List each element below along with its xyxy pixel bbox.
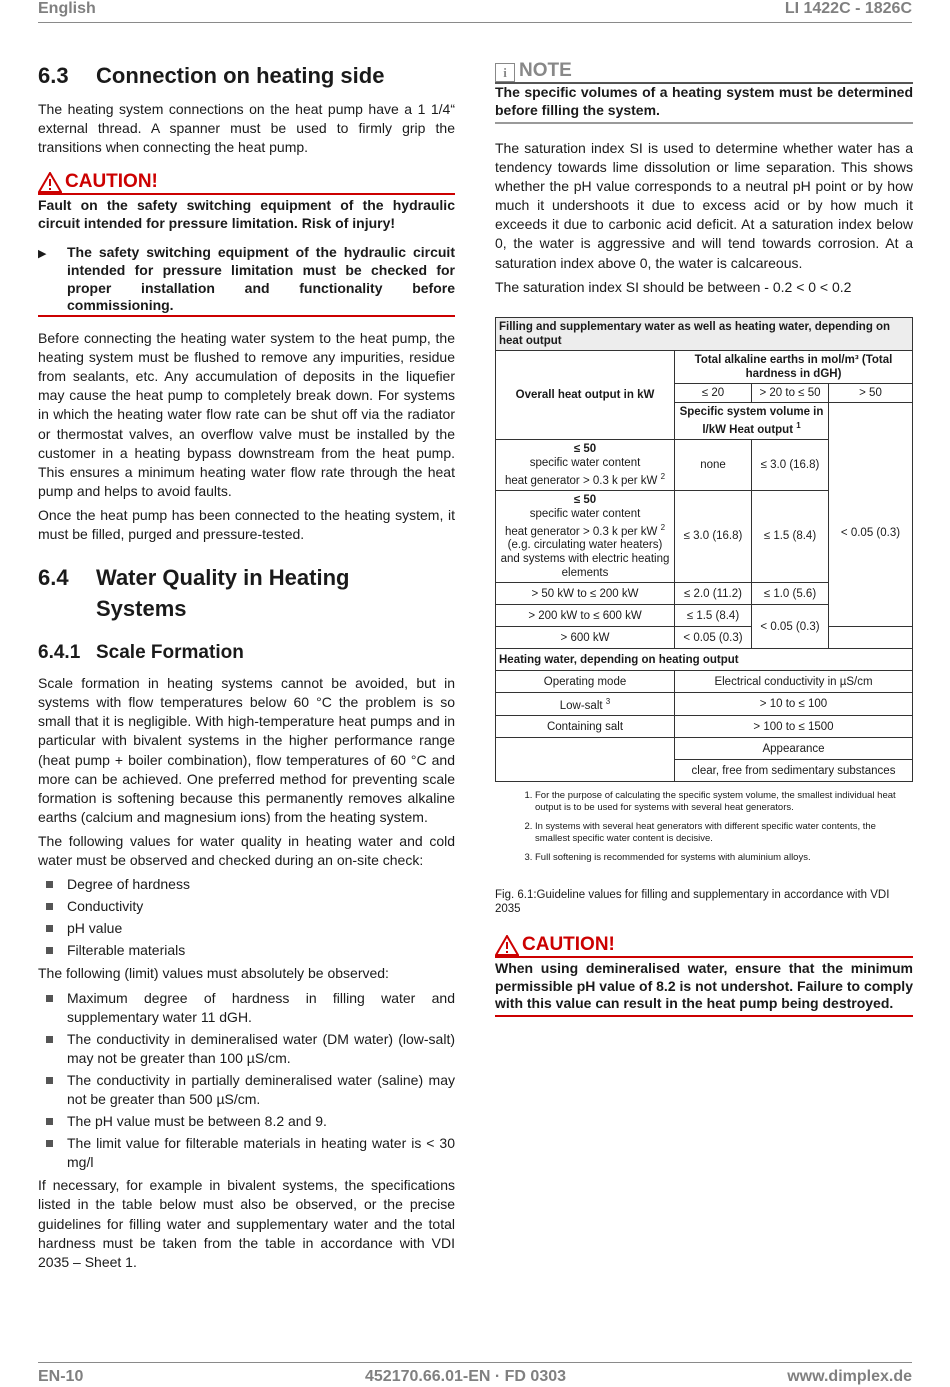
table-cell: < 0.05 (0.3) [675,627,752,649]
caution-block-2 [495,934,913,1017]
s64-paragraph-4: If necessary, for example in bivalent systems, the specifications listed in the table below must also be observed, or the precise guidelines for filling water and supplementary water and the total hardness must be taken from the table in accordance with VDI 2035 – Sheet 1. [38,1177,455,1270]
operating-mode-header: Operating mode [496,671,675,693]
list-item: The limit value for filterable materials in heating water is < 30 mg/l [38,1134,455,1172]
caution-instruction-text: The safety switching equipment of the hydraulic circuit intended for pressure limitation must be checked for proper installation and functionality before commissioning. [67,244,455,314]
list-item: The conductivity in demineralised water (DM water) (low-salt) may not be greater than 100 µS/cm. [38,1030,455,1068]
saturation-paragraph: The saturation index SI is used to determine whether water has a tendency towards lime dissolution or lime separation. This shows whether the pH value corresponds to a neutral pH point or by how much it undershoots it due to excess acid or by how much it exceeds it due to carbonic acid deficit. At a saturation index below 0, the water is aggressive and will tend towards corrosion. At a saturation index above 0, the water is calcareous. [495,140,913,271]
table-footnotes [495,790,913,864]
table-cell: ≤ 2.0 (11.2) [675,583,752,605]
list-item: The pH value must be between 8.2 and 9. [38,1112,455,1131]
s64-paragraph-2: The following values for water quality in heating water and cold water must be observed and checked during an on-site check: [38,832,455,868]
right-column [495,60,913,1017]
caution-heading [38,171,455,195]
quality-list [38,875,455,960]
header-language: English [38,0,96,17]
table-cell: clear, free from sedimentary substances [675,760,913,782]
s64-paragraph-1: Scale formation in heating systems cannot be avoided, but in systems with flow temperatures below 60 °C the problem is so small that it is negligible. With high-temperature heat pumps and in particular with bivalent systems in the higher performance range (heat pump + boiler combination), flow temperatures of 60 °C and more can be achieved. One preferred method for preventing scale formation is softening because this permanently removes alkaline earths (calcium and magnesium ions) from the heating system. [38,675,455,825]
footer-document-id: 452170.66.01-EN · FD 0303 [365,1368,567,1385]
footnote: 3. Full softening is recommended for systems with aluminium alloys. [535,852,913,864]
table-cell: < 0.05 (0.3) [829,439,913,627]
list-item: Filterable materials [38,941,455,960]
table-row-label: Containing salt [496,716,675,738]
s63-paragraph-2: Before connecting the heating water system to the heat pump, the heating system must be flushed to remove any impurities, residue from sealants, etc. Any accumulation of deposits in the liquefier may cause the heat pump to completely break down. For systems in which the heating water flow rate can be shut off via the radiator or thermostat valves, an overflow valve must be installed by the customer in a heating bypass downstream from the heat pump. This ensures a minimum heating water flow rate through the heat pump and helps to avoid faults. [38,330,455,499]
limit-list [38,989,455,1173]
warning-triangle-icon [38,172,62,193]
footer-website: www.dimplex.de [787,1368,912,1385]
s63-paragraph-3: Once the heat pump has been connected to the heating system, it must be filled, purged and pressure-tested. [38,506,455,543]
caution-block-1 [38,171,455,317]
conductivity-header: Electrical conductivity in µS/cm [675,671,913,693]
appearance-header: Appearance [675,738,913,760]
caution-text: Fault on the safety switching equipment of the hydraulic circuit intended for pressure limitation. Risk of injury! [38,197,455,231]
warning-triangle-icon [495,935,519,956]
caution-text: When using demineralised water, ensure that the minimum permissible pH value of 8.2 is not undershot. Failure to comply with this value can result in the heat pump being destroyed. [495,960,913,1017]
table-cell: ≤ 1.5 (8.4) [675,605,752,627]
table-cell: ≤ 3.0 (16.8) [675,490,752,583]
alkaline-header: Total alkaline earths in mol/m³ (Total hardness in dGH) [675,350,913,383]
table-row-label: ≤ 50 specific water content heat generator > 0.3 k per kW $^2$ [496,439,675,490]
vdi-guideline-table [495,317,913,782]
table-title: Filling and supplementary water as well as heating water, depending on heat output [496,317,913,350]
specific-volume-header: Specific system volume in l/kW Heat output $^1$ [675,402,829,439]
list-item: Degree of hardness [38,875,455,894]
caution-heading [495,934,913,958]
list-item: pH value [38,919,455,938]
table-row-label: > 200 kW to ≤ 600 kW [496,605,675,627]
list-item: The conductivity in partially demineralised water (saline) may not be greater than 500 µS/cm. [38,1071,455,1109]
left-column [38,60,455,1277]
caution-label: CAUTION! [522,934,615,956]
table-cell: > 10 to ≤ 100 [675,693,913,716]
page-footer [38,1362,912,1387]
table-cell: > 100 to ≤ 1500 [675,716,913,738]
header-model: LI 1422C - 1826C [784,0,912,17]
table-row-label: Low-salt $^3$ [496,693,675,716]
section-6-4-heading: 6.4 Water Quality in Heating Systems [38,565,350,622]
saturation-range: The saturation index SI should be between - 0.2 < 0 < 0.2 [495,278,852,295]
footer-page-number: EN-10 [38,1368,84,1385]
table-cell: none [675,439,752,490]
table-cell: < 0.05 (0.3) [752,605,829,649]
list-item: Maximum degree of hardness in filling water and supplementary water 11 dGH. [38,989,455,1027]
heating-water-title: Heating water, depending on heating output [496,649,913,671]
caution-instruction [38,244,455,317]
section-6-4-1-heading: 6.4.1 Scale Formation [38,642,244,664]
table-row-label: ≤ 50 specific water content heat generator > 0.3 k per kW $^2$ (e.g. circulating water heaters) and systems with electric heating elements [496,490,675,583]
col-header: ≤ 20 [675,383,752,402]
caution-label: CAUTION! [65,171,158,193]
overall-output-header: Overall heat output in kW [496,350,675,439]
table-cell: ≤ 1.5 (8.4) [752,490,829,583]
arrow-bullet-icon: ▶ [38,248,47,261]
note-heading [495,60,913,84]
table-row-label: > 600 kW [496,627,675,649]
note-label: NOTE [519,60,572,81]
note-text: The specific volumes of a heating system must be determined before filling the system. [495,84,913,124]
table-cell: ≤ 1.0 (5.6) [752,583,829,605]
page-header [38,0,912,23]
figure-caption: Fig. 6.1:Guideline values for filling and supplementary in accordance with VDI 2035 [495,889,890,916]
info-icon: i [495,63,515,82]
table-cell: ≤ 3.0 (16.8) [752,439,829,490]
table-row-label: > 50 kW to ≤ 200 kW [496,583,675,605]
s63-paragraph-1: The heating system connections on the heat pump have a 1 1/4“ external thread. A spanner must be used to firmly grip the transitions when connecting the heat pump. [38,101,455,156]
footnote: 1. For the purpose of calculating the specific system volume, the smallest individual heat output is to be used for systems with several heat generators. [535,790,913,814]
col-header: > 20 to ≤ 50 [752,383,829,402]
col-header: > 50 [829,383,913,402]
list-item: Conductivity [38,897,455,916]
s64-paragraph-3: The following (limit) values must absolutely be observed: [38,965,389,982]
section-6-3-heading: 6.3 Connection on heating side [38,63,385,88]
footnote: 2. In systems with several heat generators with different specific water contents, the smallest specific water content is decisive. [535,821,913,845]
